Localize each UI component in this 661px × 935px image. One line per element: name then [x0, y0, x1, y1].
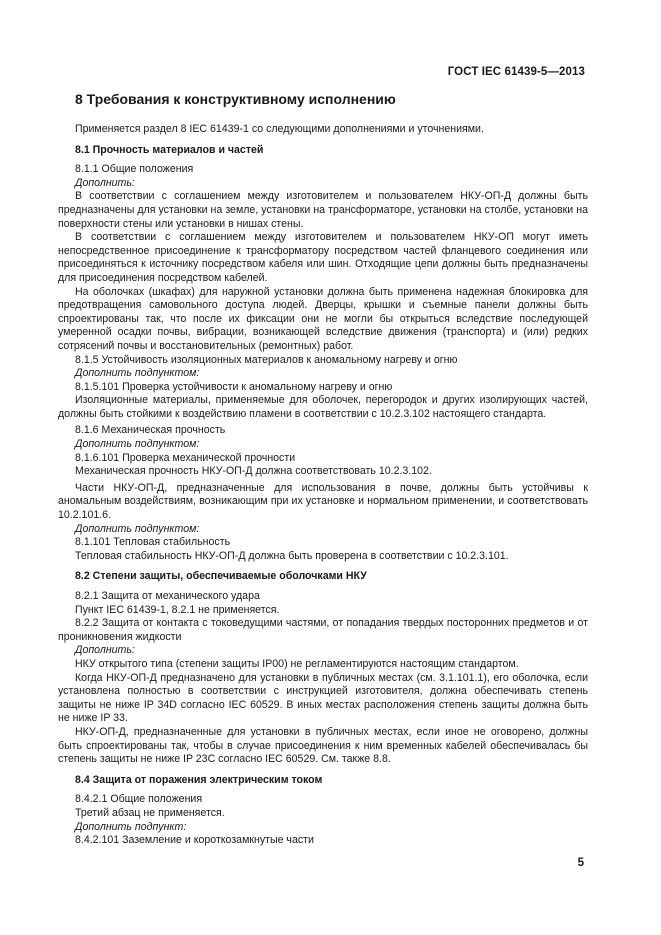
- clause-title: 8.1.6 Механическая прочность: [75, 424, 226, 437]
- paragraph: Третий абзац не применяется.: [75, 806, 225, 819]
- instruction-note: Дополнить:: [75, 176, 135, 189]
- subsection-heading: 8.4 Защита от поражения электрическим током: [75, 773, 323, 786]
- paragraph: Части НКУ-ОП-Д, предназначенные для использования в почве, должны быть устойчивы к аномальным воздействиям, возникающим при их установке и нормальном применении, и соответствовать 10.2.101.6.: [58, 481, 588, 522]
- instruction-note: Дополнить подпунктом:: [75, 438, 200, 451]
- page-number: 5: [577, 857, 584, 869]
- instruction-note: Дополнить подпунктом:: [75, 367, 200, 380]
- clause-title: 8.4.2.1 Общие положения: [75, 793, 203, 806]
- document-header: ГОСТ IEC 61439-5—2013: [447, 66, 585, 78]
- paragraph: На оболочках (шкафах) для наружной установки должна быть применена надежная блокировка для предотвращения самовольного доступа людей. Дверцы, крышки и съемные панели должны быть спроектированы так, что после их фиксации они не могли бы открыться вследствие последующей умеренной осадки почвы, вибрации, возникающей вследствие движения (транспорта) и (или) редких сотрясений почвы и восстановительных (ремонтных) работ.: [58, 285, 588, 352]
- paragraph: В соответствии с соглашением между изготовителем и пользователем НКУ-ОП-Д должны быть предназначены для установки на земле, установки на трансформаторе, установки на столбе, установки на поверхности стены или установки в нишах стены.: [58, 190, 588, 230]
- paragraph: В соответствии с соглашением между изготовителем и пользователем НКУ-ОП могут иметь непосредственное присоединение к трансформатору посредством частей фланцевого соединения или присоединяться к источнику посредством кабеля или шин. Отходящие цепи должны быть предназначены для присоединения посредством кабелей.: [58, 231, 588, 284]
- paragraph: НКУ-ОП-Д, предназначенные для установки в публичных местах, если иное не оговорено, должны быть спроектированы так, чтобы в случае присоединения к ним временных кабелей обеспечивалась бы степень защиты не ниже IP 23C согласно IEC 60529. См. также 8.8.: [58, 725, 588, 766]
- clause-title: 8.1.1 Общие положения: [75, 163, 194, 176]
- paragraph: Применяется раздел 8 IEC 61439-1 со следующими дополнениями и уточнениями.: [75, 123, 484, 135]
- instruction-note: Дополнить подпунктом:: [75, 522, 200, 535]
- clause-title: 8.1.101 Тепловая стабильность: [75, 536, 231, 549]
- section-heading: 8 Требования к конструктивному исполнению: [75, 91, 396, 107]
- clause-title: 8.1.6.101 Проверка механической прочности: [75, 451, 296, 464]
- clause-title: 8.1.5.101 Проверка устойчивости к аномальному нагреву и огню: [75, 380, 393, 393]
- paragraph: Когда НКУ-ОП-Д предназначено для установки в публичных местах (см. 3.1.101.1), его оболочка, если установлена полностью в соответствии с инструкцией изготовителя, должна обеспечивать степень защиты не ниже IP 34D согласно IEC 60529. В иных местах расположения степень защиты должна быть не ниже IP 33.: [58, 671, 588, 725]
- clause-title: 8.4.2.101 Заземление и короткозамкнутые части: [75, 834, 314, 847]
- paragraph: Тепловая стабильность НКУ-ОП-Д должна быть проверена в соответствии с 10.2.3.101.: [75, 549, 509, 562]
- clause-title: 8.1.5 Устойчивость изоляционных материалов к аномальному нагреву и огню: [75, 353, 458, 366]
- paragraph: Механическая прочность НКУ-ОП-Д должна соответствовать 10.2.3.102.: [75, 465, 432, 478]
- subsection-heading: 8.2 Степени защиты, обеспечиваемые оболочками НКУ: [75, 570, 367, 583]
- paragraph: Изоляционные материалы, применяемые для оболочек, перегородок и других изолирующих частей, должны быть стойкими к воздействию пламени в соответствии с 10.2.3.102 настоящего стандарта.: [58, 394, 588, 420]
- paragraph: Пункт IEC 61439-1, 8.2.1 не применяется.: [75, 603, 280, 616]
- paragraph: НКУ открытого типа (степени защиты IP00) не регламентируются настоящим стандартом.: [75, 657, 519, 670]
- subsection-heading: 8.1 Прочность материалов и частей: [75, 143, 264, 156]
- document-body: [58, 90, 588, 848]
- clause-title: 8.2.2 Защита от контакта с токоведущими частями, от попадания твердых посторонних предметов и от проникновения жидкости: [58, 617, 588, 643]
- instruction-note: Дополнить:: [75, 644, 135, 657]
- instruction-note: Дополнить подпункт:: [75, 820, 187, 833]
- clause-title: 8.2.1 Защита от механического удара: [75, 590, 260, 602]
